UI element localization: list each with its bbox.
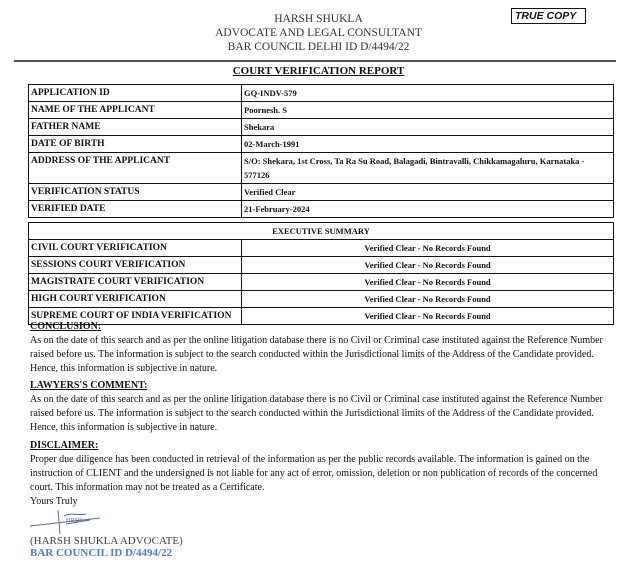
detail-label: FATHER NAME: [29, 119, 242, 136]
detail-row: [29, 201, 614, 218]
detail-row: [29, 153, 614, 184]
true-copy-stamp: TRUE COPY: [511, 8, 586, 24]
detail-label: VERIFICATION STATUS: [29, 184, 242, 201]
summary-heading: EXECUTIVE SUMMARY: [29, 223, 614, 240]
conclusion-text: As on the date of this search and as per the online litigation database there is no Civil or Criminal case instituted against the Reference Number raised before us. The information is subject to the search conducted within the Jurisdictional limits of the Address of the Candidate provided. Hence, this information is subjective in nature.: [30, 335, 603, 374]
detail-label: NAME OF THE APPLICANT: [29, 102, 242, 119]
court-label: MAGISTRATE COURT VERIFICATION: [29, 274, 242, 291]
disclaimer-text: Proper due diligence has been conducted in retrieval of the information as per the public records available. The information is gained on the instruction of CLIENT and the undersigned is not liable for any act of error, omission, deletion or non publication of records of the concerned court. This information may not be treated as a Certificate.: [30, 454, 598, 493]
closing-text: Yours Truly: [30, 496, 78, 507]
advocate-name: HARSH SHUKLA: [274, 13, 363, 25]
report-title: COURT VERIFICATION REPORT: [232, 65, 405, 77]
detail-value: Shekara: [242, 119, 614, 136]
detail-value: GQ-INDV-579: [242, 85, 614, 102]
detail-value: Poornesh. S: [242, 102, 614, 119]
detail-value: Verified Clear: [242, 184, 614, 201]
advocate-role: ADVOCATE AND LEGAL CONSULTANT: [215, 27, 422, 39]
svg-text:HRSH: HRSH: [66, 518, 83, 524]
signature-image: [30, 510, 110, 536]
conclusion-heading: CONCLUSION:: [30, 321, 102, 332]
summary-row: [29, 257, 614, 274]
detail-row: [29, 184, 614, 201]
comment-text: As on the date of this search and as per the online litigation database there is no Civil or Criminal case instituted against the Reference Number raised before us. The information is subject to the search conducted within the Jurisdictional limits of the Address of the Candidate provided. Hence, this information is subjective in nature.: [30, 394, 603, 433]
summary-row: [29, 291, 614, 308]
detail-label: ADDRESS OF THE APPLICANT: [29, 153, 242, 184]
details-table: [28, 84, 614, 218]
court-label: HIGH COURT VERIFICATION: [29, 291, 242, 308]
detail-label: APPLICATION ID: [29, 85, 242, 102]
summary-row: [29, 274, 614, 291]
court-label: SESSIONS COURT VERIFICATION: [29, 257, 242, 274]
court-result: Verified Clear - No Records Found: [242, 257, 614, 274]
detail-row: [29, 136, 614, 153]
conclusion-section: [30, 320, 605, 376]
court-result: Verified Clear - No Records Found: [242, 308, 614, 325]
detail-value: S/O: Shekara, 1st Cross, Ta Ra Su Road, Balagadi, Bintravalli, Chikkamagaluru, Karnataka - 577126: [242, 153, 614, 184]
signatory-bar-id: BAR COUNCIL ID D/4494/22: [30, 547, 173, 559]
disclaimer-section: [30, 439, 605, 509]
bar-council-id: BAR COUNCIL DELHI ID D/4494/22: [227, 41, 410, 53]
court-label: SUPREME COURT OF INDIA VERIFICATION: [29, 308, 242, 325]
court-result: Verified Clear - No Records Found: [242, 291, 614, 308]
comment-section: [30, 379, 605, 435]
signatory-name: (HARSH SHUKLA ADVOCATE): [30, 535, 183, 547]
comment-heading: LAWYERS'S COMMENT:: [30, 380, 148, 391]
divider: [14, 60, 616, 62]
detail-row: [29, 85, 614, 102]
court-result: Verified Clear - No Records Found: [242, 274, 614, 291]
court-result: Verified Clear - No Records Found: [242, 240, 614, 257]
detail-row: [29, 102, 614, 119]
detail-value: 21-February-2024: [242, 201, 614, 218]
court-label: CIVIL COURT VERIFICATION: [29, 240, 242, 257]
detail-value: 02-March-1991: [242, 136, 614, 153]
detail-row: [29, 119, 614, 136]
executive-summary-table: [28, 222, 614, 325]
disclaimer-heading: DISCLAIMER:: [30, 440, 99, 451]
detail-label: DATE OF BIRTH: [29, 136, 242, 153]
detail-label: VERIFIED DATE: [29, 201, 242, 218]
summary-row: [29, 240, 614, 257]
